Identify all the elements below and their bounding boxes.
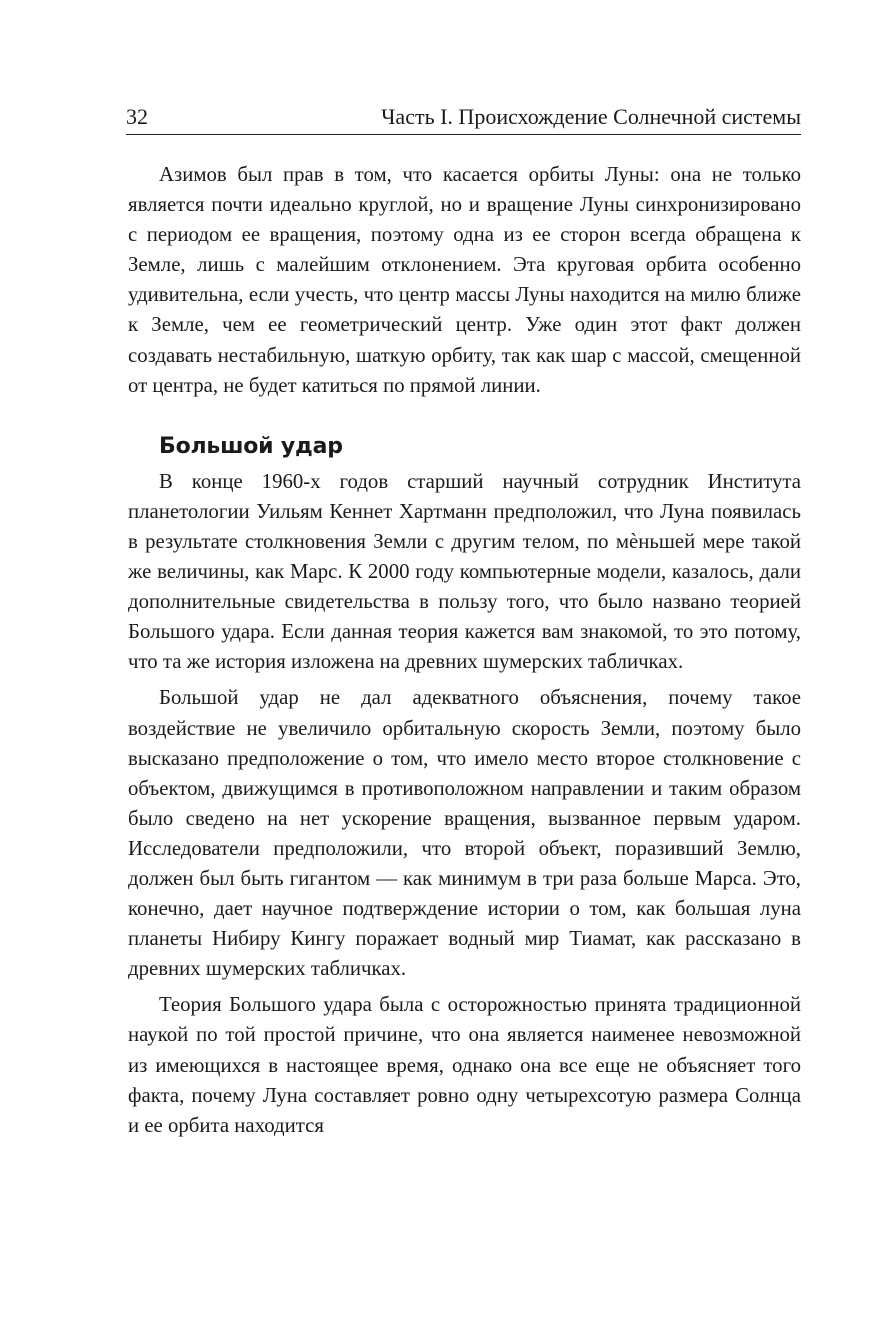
page-number: 32 — [126, 104, 148, 129]
section-heading: Большой удар — [159, 433, 343, 459]
body-text — [128, 160, 801, 1141]
paragraph-1: Азимов был прав в том, что касается орбиты Луны: она не только является почти идеально круглой, но и вращение Луны синхронизировано с периодом ее вращения, поэтому одна из ее сторон всегда обращена к Земле, лишь с малейшим отклонением. Эта круговая орбита особенно удивительна, если учесть, что центр массы Луны находится на милю ближе к Земле, чем ее геометрический центр. Уже один этот факт должен создавать нестабильную, шаткую орбиту, так как шар с массой, смещенной от центра, не будет катиться по прямой линии. — [128, 163, 801, 397]
paragraph-3: Большой удар не дал адекватного объяснения, почему такое воздействие не увеличило орбитальную скорость Земли, поэтому было высказано предположение о том, что имело место второе столкновение с объектом, движущимся в противоположном направлении и таким образом было сведено на нет ускорение вращения, вызванное первым ударом. Исследователи предположили, что второй объект, поразивший Землю, должен был быть гигантом — как минимум в три раза больше Марса. Это, конечно, дает научное подтверждение истории о том, как большая луна планеты Нибиру Кингу поражает водный мир Тиамат, как рассказано в древних шумерских табличках. — [128, 686, 801, 981]
paragraph-4: Теория Большого удара была с осторожностью принята традиционной наукой по той простой причине, что она является наименее невозможной из имеющихся в настоящее время, однако она все еще не объясняет того факта, почему Луна составляет ровно одну четырехсотую размера Солнца и ее орбита находится — [128, 993, 801, 1137]
page-header — [126, 104, 801, 135]
paragraph-2: В конце 1960-х годов старший научный сотрудник Института планетологии Уильям Кеннет Хартманн предположил, что Луна появилась в результате столкновения Земли с другим телом, по мѐньшей мере такой же величины, как Марс. К 2000 году компьютерные модели, казалось, дали дополнительные свидетельства в пользу того, что было названо теорией Большого удара. Если данная теория кажется вам знакомой, то это потому, что та же история изложена на древних шумерских табличках. — [128, 469, 801, 674]
running-head: Часть I. Происхождение Солнечной системы — [381, 104, 801, 129]
